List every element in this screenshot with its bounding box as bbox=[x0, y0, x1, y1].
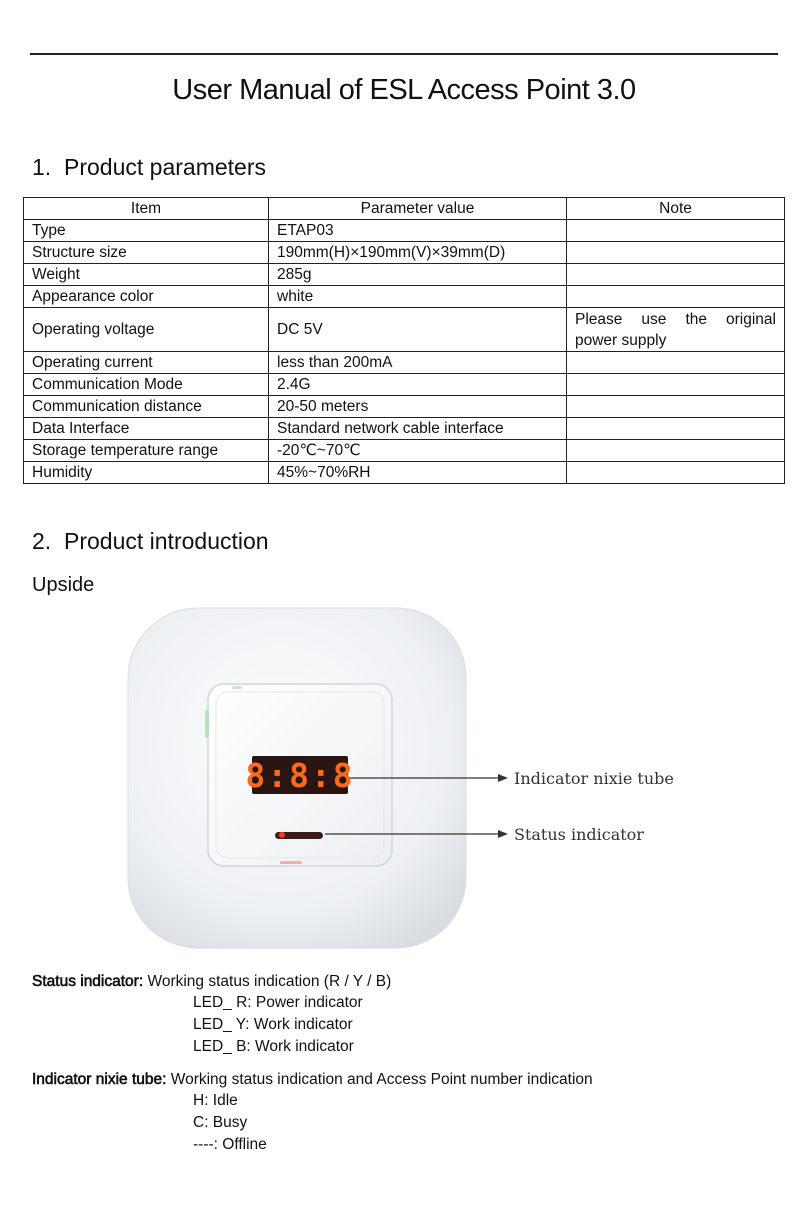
section-2-heading bbox=[32, 528, 269, 555]
table-row bbox=[24, 440, 785, 462]
row-value: 20-50 meters bbox=[269, 396, 567, 418]
row-note bbox=[567, 418, 785, 440]
table-header-row bbox=[24, 198, 785, 220]
row-item: Data Interface bbox=[24, 418, 269, 440]
status-callout-arrow bbox=[498, 830, 508, 838]
row-item: Storage temperature range bbox=[24, 440, 269, 462]
section-1-heading bbox=[32, 154, 266, 181]
row-value: 45%~70%RH bbox=[269, 462, 567, 484]
led-y-line: LED_ Y: Work indicator bbox=[193, 1016, 353, 1033]
callout-nixie-tube: Indicator nixie tube bbox=[514, 769, 674, 788]
row-item: Communication Mode bbox=[24, 374, 269, 396]
row-note: Please use the original power supply bbox=[567, 308, 785, 352]
table-row bbox=[24, 352, 785, 374]
row-item: Operating current bbox=[24, 352, 269, 374]
led-b-line: LED_ B: Work indicator bbox=[193, 1038, 354, 1055]
nixie-tube-text: Working status indication and Access Point number indication bbox=[170, 1071, 593, 1088]
row-note bbox=[567, 264, 785, 286]
table-row bbox=[24, 374, 785, 396]
row-note bbox=[567, 374, 785, 396]
row-note bbox=[567, 286, 785, 308]
row-note bbox=[567, 396, 785, 418]
section-1-number: 1. bbox=[32, 154, 52, 180]
status-indicator-red-dot bbox=[279, 832, 285, 838]
section-2-number: 2. bbox=[32, 528, 52, 554]
red-led-glow bbox=[280, 861, 302, 864]
row-note bbox=[567, 462, 785, 484]
row-value: white bbox=[269, 286, 567, 308]
row-item: Operating voltage bbox=[24, 308, 269, 352]
row-value: 2.4G bbox=[269, 374, 567, 396]
led-r-line: LED_ R: Power indicator bbox=[193, 994, 363, 1011]
row-value: 190mm(H)×190mm(V)×39mm(D) bbox=[269, 242, 567, 264]
status-indicator-description bbox=[32, 971, 391, 993]
upside-subheading: Upside bbox=[32, 574, 95, 596]
nixie-tube-label: Indicator nixie tube: bbox=[32, 1071, 167, 1088]
callout-status-indicator: Status indicator bbox=[514, 825, 644, 844]
row-value: DC 5V bbox=[269, 308, 567, 352]
green-led-glow bbox=[232, 686, 242, 689]
row-item: Structure size bbox=[24, 242, 269, 264]
row-item: Communication distance bbox=[24, 396, 269, 418]
row-value: Standard network cable interface bbox=[269, 418, 567, 440]
green-led-glow bbox=[205, 710, 209, 738]
table-row bbox=[24, 220, 785, 242]
section-2-title: Product introduction bbox=[64, 528, 269, 554]
header-note: Note bbox=[567, 198, 785, 220]
table-row bbox=[24, 396, 785, 418]
row-value: less than 200mA bbox=[269, 352, 567, 374]
nixie-tube-description bbox=[32, 1069, 593, 1091]
busy-line: C: Busy bbox=[193, 1114, 248, 1131]
row-value: ETAP03 bbox=[269, 220, 567, 242]
offline-line: ----: Offline bbox=[193, 1136, 267, 1153]
row-item: Type bbox=[24, 220, 269, 242]
header-rule bbox=[30, 53, 778, 55]
table-row bbox=[24, 286, 785, 308]
row-item: Appearance color bbox=[24, 286, 269, 308]
row-note bbox=[567, 220, 785, 242]
table-row bbox=[24, 308, 785, 352]
row-item: Weight bbox=[24, 264, 269, 286]
row-note bbox=[567, 440, 785, 462]
row-value: 285g bbox=[269, 264, 567, 286]
row-item: Humidity bbox=[24, 462, 269, 484]
table-row bbox=[24, 418, 785, 440]
status-indicator-label: Status indicator: bbox=[32, 973, 144, 990]
document-title: User Manual of ESL Access Point 3.0 bbox=[172, 74, 636, 106]
idle-line: H: Idle bbox=[193, 1092, 238, 1109]
section-1-title: Product parameters bbox=[64, 154, 266, 180]
table-row bbox=[24, 462, 785, 484]
status-indicator-text: Working status indication (R / Y / B) bbox=[147, 973, 392, 990]
header-parameter-value: Parameter value bbox=[269, 198, 567, 220]
product-parameters-table bbox=[23, 197, 785, 484]
row-note bbox=[567, 242, 785, 264]
table-row bbox=[24, 264, 785, 286]
nixie-tube-digits: 8:8:8 bbox=[245, 756, 355, 795]
row-value: -20℃~70℃ bbox=[269, 440, 567, 462]
row-note bbox=[567, 352, 785, 374]
table-row bbox=[24, 242, 785, 264]
nixie-callout-arrow bbox=[498, 774, 508, 782]
header-item: Item bbox=[24, 198, 269, 220]
